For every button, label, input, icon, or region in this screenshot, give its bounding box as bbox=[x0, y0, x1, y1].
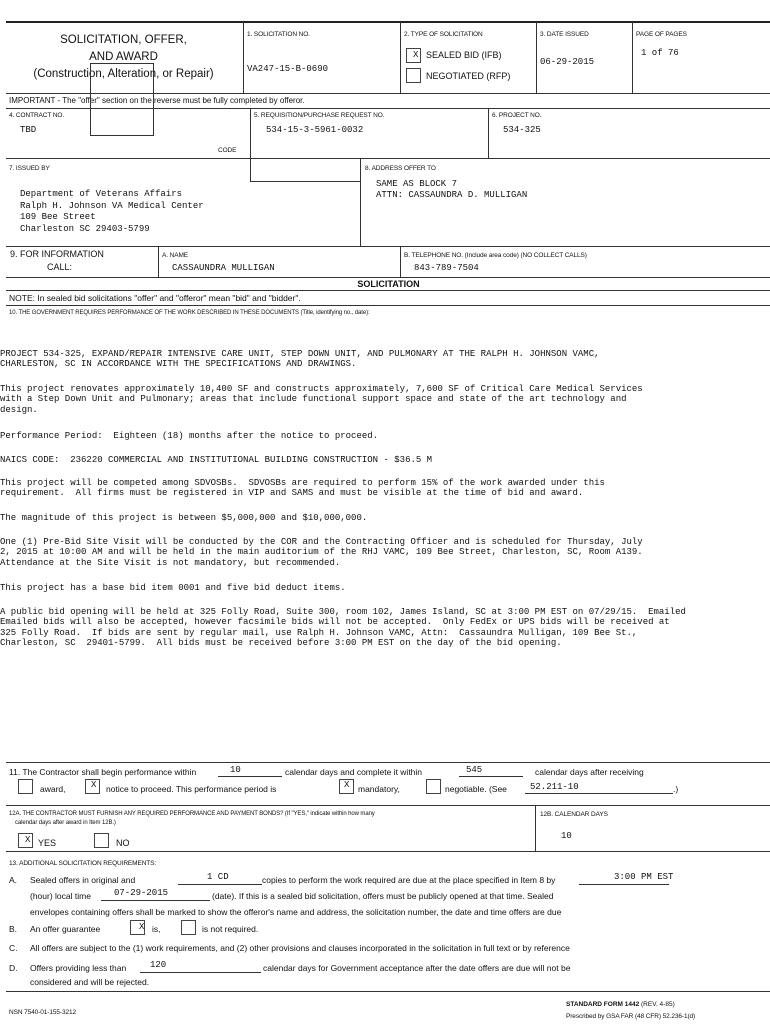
item-11-text-6: .) bbox=[673, 784, 679, 794]
item-13a-text-1: Sealed offers in original and bbox=[30, 875, 136, 885]
solicitation-heading: SOLICITATION bbox=[357, 279, 420, 289]
item-12a-label-line2: calendar days after award in Item 12B.) bbox=[15, 820, 116, 826]
info-phone-value: 843-789-7504 bbox=[414, 263, 479, 273]
item-10-label: 10. THE GOVERNMENT REQUIRES PERFORMANCE OF THE WORK DESCRIBED IN THESE DOCUMENTS (Title, identifying no., date): bbox=[9, 310, 370, 316]
guarantee-not-required-label: is not required. bbox=[202, 924, 259, 934]
scan-box-artifact bbox=[90, 63, 154, 136]
item-13c-text: All offers are subject to the (1) work requirements, and (2) other provisions and clauses incorporated in the solicitation in full text or by reference bbox=[30, 943, 570, 953]
mandatory-label: mandatory, bbox=[358, 784, 400, 794]
project-no-label: 6. PROJECT NO. bbox=[492, 112, 542, 119]
standard-form-revision: (REV. 4-85) bbox=[639, 1001, 675, 1008]
address-offer-to-line1: SAME AS BLOCK 7 bbox=[376, 179, 458, 189]
page-of-pages-label: PAGE OF PAGES bbox=[636, 31, 687, 38]
acceptance-days-value: 120 bbox=[150, 960, 167, 970]
guarantee-is-check-mark: X bbox=[139, 922, 145, 932]
item-13d-text-2: calendar days for Government acceptance after the date offers are due will not be bbox=[263, 963, 571, 973]
item-11-text-1: 11. The Contractor shall begin performance within bbox=[9, 767, 197, 777]
description-paragraph-2: This project renovates approximately 10,400 SF and constructs approximately, 7,600 SF of Critical Care Medical Services with a Step Down Unit and Pulmonary; areas that include functional support space and state of the art technology and design. bbox=[0, 384, 643, 415]
item-13d-letter: D. bbox=[9, 963, 18, 973]
description-paragraph-1: PROJECT 534-325, EXPAND/REPAIR INTENSIVE CARE UNIT, STEP DOWN UNIT, AND PULMONARY AT THE RALPH H. JOHNSON VAMC, CHARLESTON, SC IN ACCORDANCE WITH THE SPECIFICATIONS AND DRAWINGS. bbox=[0, 349, 600, 370]
code-label: CODE bbox=[218, 147, 237, 154]
bonds-yes-check-mark: X bbox=[25, 835, 31, 845]
item-13a-text-2: copies to perform the work required are due at the place specified in Item 8 by bbox=[262, 875, 556, 885]
nsn-number: NSN 7540-01-155-3212 bbox=[9, 1009, 77, 1016]
requisition-no-label: 5. REQUISITION/PURCHASE REQUEST NO. bbox=[254, 112, 385, 119]
issued-by-line3: 109 Bee Street bbox=[20, 212, 96, 222]
info-name-label: A. NAME bbox=[162, 252, 189, 259]
item-13b-text: An offer guarantee bbox=[30, 924, 101, 934]
info-name-value: CASSAUNDRA MULLIGAN bbox=[172, 263, 275, 273]
due-time-value: 3:00 PM EST bbox=[614, 872, 674, 882]
info-phone-label: B. TELEPHONE NO. (Include area code) (NO COLLECT CALLS) bbox=[404, 252, 587, 259]
mandatory-check-mark: X bbox=[344, 780, 350, 790]
bid-opening-paragraph: A public bid opening will be held at 325 Folly Road, Suite 300, room 102, James Island, SC at 3:00 PM EST on 07/29/15. Emailed Emailed bids will also be accepted, however facsimile bids will not be accepted. Only FedEx or UPS bids will be received at 325 Folly Road. If bids are sent by regular mail, use Ralph H. Johnson VAMC, Attn: Cassaundra Mulligan, 109 Bee St., Charleston, SC 29401-5799. All bids must be received before 3:00 PM EST on the day of the bid opening. bbox=[0, 607, 686, 649]
issued-by-line1: Department of Veterans Affairs bbox=[20, 189, 183, 199]
type-of-solicitation-label: 2. TYPE OF SOLICITATION bbox=[404, 31, 483, 38]
date-issued-value: 06-29-2015 bbox=[540, 57, 595, 67]
item-12a-label-line1: 12A. THE CONTRACTOR MUST FURNISH ANY REQUIRED PERFORMANCE AND PAYMENT BONDS? (If "YES," indicate within how many bbox=[9, 811, 375, 817]
site-visit-paragraph: One (1) Pre-Bid Site Visit will be conducted by the COR and the Contracting Officer and is scheduled for Thursday, July 2, 2015 at 10:00 AM and will be held in the main auditorium of the RHJ VAMC, 109 Bee Street, Charleston, SC, Room A139. Attendance at the Site Visit is not mandatory, but recommended. bbox=[0, 537, 643, 568]
prescribed-by: Prescribed by GSA FAR (48 CFR) 52.236-1(d) bbox=[566, 1013, 696, 1020]
solicitation-no-value: VA247-15-B-0690 bbox=[247, 64, 329, 74]
copies-value: 1 CD bbox=[207, 872, 229, 882]
sealed-bid-note: NOTE: In sealed bid solicitations "offer" and "offeror" mean "bid" and "bidder". bbox=[9, 293, 301, 303]
magnitude-paragraph: The magnitude of this project is between $5,000,000 and $10,000,000. bbox=[0, 513, 368, 523]
form-title-line3: (Construction, Alteration, or Repair) bbox=[33, 68, 214, 80]
naics-code: NAICS CODE: 236220 COMMERCIAL AND INSTITUTIONAL BUILDING CONSTRUCTION - $36.5 M bbox=[0, 455, 433, 465]
top-border bbox=[6, 21, 770, 23]
contract-no-value: TBD bbox=[20, 125, 37, 135]
address-offer-to-line2: ATTN: CASSAUNDRA D. MULLIGAN bbox=[376, 190, 528, 200]
bonds-yes-label: YES bbox=[38, 838, 57, 848]
item-13c-letter: C. bbox=[9, 943, 18, 953]
award-label: award, bbox=[40, 784, 66, 794]
bid-items-paragraph: This project has a base bid item 0001 and five bid deduct items. bbox=[0, 583, 346, 593]
sdvosb-paragraph: This project will be competed among SDVOSBs. SDVOSBs are required to perform 15% of the work awarded under this requirement. All firms must be registered in VIP and SAMS and must be visible at the time of bid and award. bbox=[0, 478, 605, 499]
item-13a-text-5: envelopes containing offers shall be marked to show the offeror's name and address, the solicitation number, the date and time offers are due bbox=[30, 907, 562, 917]
item-13a-text-3: (hour) local time bbox=[30, 891, 91, 901]
issued-by-label: 7. ISSUED BY bbox=[9, 165, 50, 172]
award-checkbox[interactable] bbox=[18, 779, 33, 794]
sealed-bid-check-mark: X bbox=[413, 50, 419, 60]
sealed-bid-label: SEALED BID (IFB) bbox=[426, 50, 502, 60]
item-11-text-2: calendar days and complete it within bbox=[285, 767, 423, 777]
item-12b-label: 12B. CALENDAR DAYS bbox=[540, 811, 608, 818]
for-information-label-line1: 9. FOR INFORMATION bbox=[10, 249, 104, 259]
item-11-text-4: notice to proceed. This performance period is bbox=[106, 784, 277, 794]
notice-to-proceed-check-mark: X bbox=[91, 780, 97, 790]
address-offer-to-label: 8. ADDRESS OFFER TO bbox=[365, 165, 436, 172]
bonds-no-label: NO bbox=[116, 838, 130, 848]
start-days-value: 10 bbox=[230, 765, 241, 775]
form-title-line2: AND AWARD bbox=[89, 51, 158, 63]
see-reference-value: 52.211-10 bbox=[530, 782, 579, 792]
for-information-label-line2: CALL: bbox=[47, 262, 73, 272]
item-13d-text-1: Offers providing less than bbox=[30, 963, 127, 973]
guarantee-is-label: is, bbox=[152, 924, 161, 934]
project-no-value: 534-325 bbox=[503, 125, 541, 135]
issued-by-line2: Ralph H. Johnson VA Medical Center bbox=[20, 201, 204, 211]
item-13d-text-3: considered and will be rejected. bbox=[30, 977, 150, 987]
item-11-text-5: negotiable. (See bbox=[445, 784, 507, 794]
important-note: IMPORTANT - The "offer" section on the reverse must be fully completed by offeror. bbox=[9, 96, 305, 105]
negotiated-checkbox[interactable] bbox=[406, 68, 421, 83]
standard-form-number: STANDARD FORM 1442 bbox=[566, 1001, 640, 1008]
negotiable-checkbox[interactable] bbox=[426, 779, 441, 794]
performance-period: Performance Period: Eighteen (18) months after the notice to proceed. bbox=[0, 431, 379, 441]
bonds-no-checkbox[interactable] bbox=[94, 833, 109, 848]
item-13a-text-4: (date). If this is a sealed bid solicitation, offers must be publicly opened at that time. Sealed bbox=[212, 891, 554, 901]
solicitation-no-label: 1. SOLICITATION NO. bbox=[247, 31, 310, 38]
item-11-text-3: calendar days after receiving bbox=[535, 767, 644, 777]
item-13b-letter: B. bbox=[9, 924, 18, 934]
due-date-value: 07-29-2015 bbox=[114, 888, 169, 898]
standard-form-line bbox=[566, 1001, 675, 1008]
issued-by-line4: Charleston SC 29403-5799 bbox=[20, 224, 150, 234]
item-12b-value: 10 bbox=[561, 831, 572, 841]
date-issued-label: 3. DATE ISSUED bbox=[540, 31, 589, 38]
page-of-pages-value: 1 of 76 bbox=[641, 48, 679, 58]
requisition-no-value: 534-15-3-5961-0032 bbox=[266, 125, 364, 135]
form-title-line1: SOLICITATION, OFFER, bbox=[60, 34, 187, 46]
item-13a-letter: A. bbox=[9, 875, 18, 885]
contract-no-label: 4. CONTRACT NO. bbox=[9, 112, 65, 119]
complete-days-value: 545 bbox=[466, 765, 483, 775]
guarantee-not-required-checkbox[interactable] bbox=[181, 920, 196, 935]
item-13-label: 13. ADDITIONAL SOLICITATION REQUIREMENTS: bbox=[9, 860, 157, 867]
negotiated-label: NEGOTIATED (RFP) bbox=[426, 71, 511, 81]
